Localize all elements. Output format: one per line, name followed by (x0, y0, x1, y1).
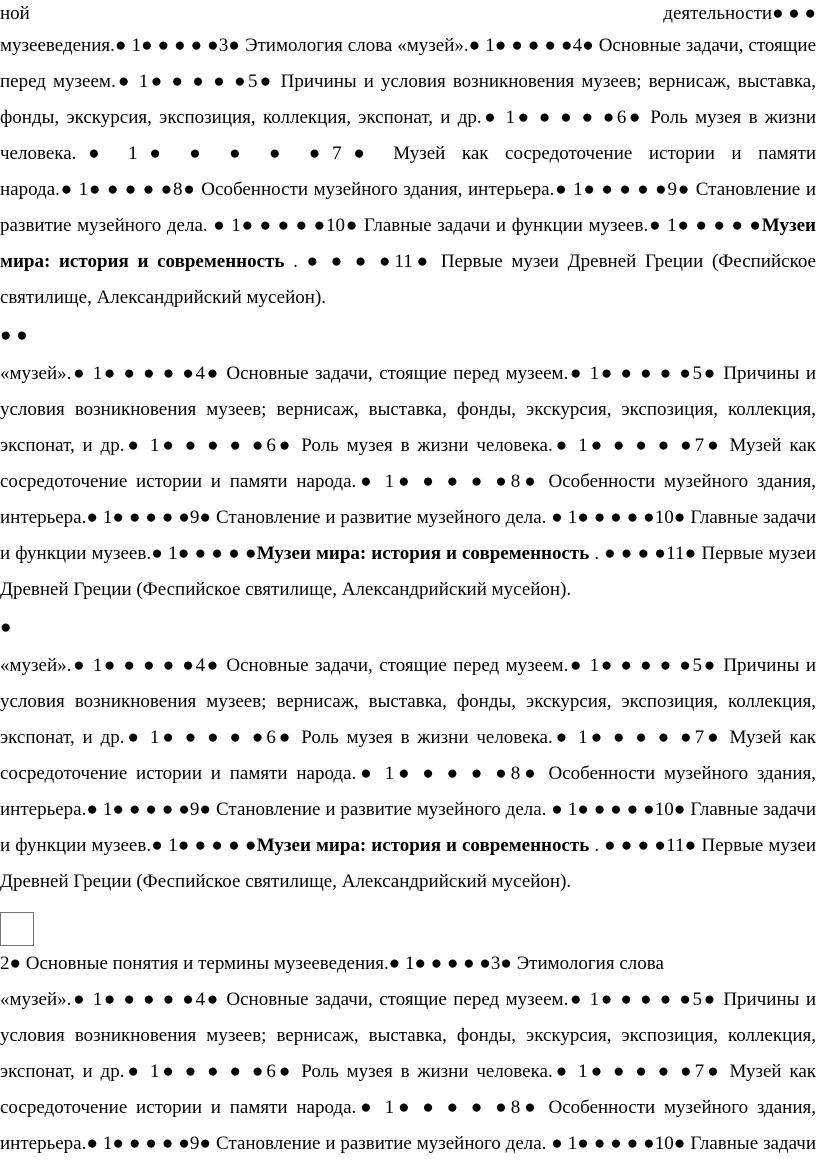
line-text: . ● ● ● ●11● Первые музеи Древней Греции (Феспийское (284, 251, 816, 272)
empty-box (0, 912, 34, 946)
line-text: развитие музейного дела. ● 1● ● ● ● ●10● Главные задачи и функции музеев.● 1● ● ● ● ● (0, 215, 762, 236)
paragraph-line: экспонат, и др.● 1● ● ● ● ●6● Роль музея в жизни человека.● 1● ● ● ● ●7● Музей как (0, 435, 816, 456)
paragraph-line: условия возникновения музеев; вернисаж, выставка, фонды, экскурсия, экспозиция, коллекция, (0, 399, 816, 420)
line-text: и функции музеев.● 1● ● ● ● ● (0, 835, 257, 856)
bold-heading: Музеи мира: история и современность (256, 835, 590, 856)
paragraph-line: Древней Греции (Феспийское святилище, Александрийский мусейон). (0, 579, 572, 600)
paragraph-line: «музей».● 1● ● ● ● ●4● Основные задачи, стоящие перед музеем.● 1● ● ● ● ●5● Причины и (0, 363, 816, 384)
paragraph-line: фонды, экскурсия, экспозиция, коллекция, экспонат, и др.● 1● ● ● ● ●6● Роль музея в жизни (0, 107, 816, 128)
paragraph-line: 2● Основные понятия и термины музееведения.● 1● ● ● ● ●3● Этимология слова (0, 953, 664, 974)
header-right-text: деятельности● ● ● (663, 3, 816, 24)
paragraph-line (0, 536, 816, 572)
paragraph-line: интерьера.● 1● ● ● ● ●9● Становление и развитие музейного дела. ● 1● ● ● ● ●10● Главные задачи (0, 1133, 816, 1154)
bullet-separator: ● ● (0, 325, 28, 346)
paragraph-line: «музей».● 1● ● ● ● ●4● Основные задачи, стоящие перед музеем.● 1● ● ● ● ●5● Причины и (0, 989, 816, 1010)
paragraph-line: условия возникновения музеев; вернисаж, выставка, фонды, экскурсия, экспозиция, коллекция, (0, 691, 816, 712)
bold-heading-part: Музеи (761, 215, 816, 236)
line-text: и функции музеев.● 1● ● ● ● ● (0, 543, 257, 564)
paragraph-line: музееведения.● 1● ● ● ● ●3● Этимология слова «музей».● 1● ● ● ● ●4● Основные задачи, стоящие (0, 35, 816, 56)
paragraph-line (0, 828, 816, 864)
paragraph-line: «музей».● 1● ● ● ● ●4● Основные задачи, стоящие перед музеем.● 1● ● ● ● ●5● Причины и (0, 655, 816, 676)
bullet-separator: ● (0, 617, 12, 638)
paragraph-line: экспонат, и др.● 1● ● ● ● ●6● Роль музея в жизни человека.● 1● ● ● ● ●7● Музей как (0, 727, 816, 748)
header-left-text: ной (0, 3, 30, 24)
paragraph-line: Древней Греции (Феспийское святилище, Александрийский мусейон). (0, 871, 572, 892)
paragraph-line: святилище, Александрийский мусейон). (0, 287, 327, 308)
paragraph-line: интерьера.● 1● ● ● ● ●9● Становление и развитие музейного дела. ● 1● ● ● ● ●10● Главные задачи (0, 799, 816, 820)
paragraph-line (0, 244, 816, 280)
line-text: . ● ● ● ●11● Первые музеи (589, 835, 816, 856)
paragraph-line (0, 208, 816, 244)
paragraph-line: сосредоточение истории и памяти народа.● 1● ● ● ● ●8● Особенности музейного здания, (0, 763, 816, 784)
paragraph-line: интерьера.● 1● ● ● ● ●9● Становление и развитие музейного дела. ● 1● ● ● ● ●10● Главные задачи (0, 507, 816, 528)
bold-heading-part: мира: история и современность (0, 251, 285, 272)
paragraph-line: условия возникновения музеев; вернисаж, выставка, фонды, экскурсия, экспозиция, коллекция, (0, 1025, 816, 1046)
paragraph-line: сосредоточение истории и памяти народа.● 1● ● ● ● ●8● Особенности музейного здания, (0, 471, 816, 492)
line-text: . ● ● ● ●11● Первые музеи (589, 543, 816, 564)
paragraph-line: народа.● 1● ● ● ● ●8● Особенности музейного здания, интерьера.● 1● ● ● ● ●9● Становление и (0, 179, 816, 200)
paragraph-line: сосредоточение истории и памяти народа.● 1● ● ● ● ●8● Особенности музейного здания, (0, 1097, 816, 1118)
paragraph-line: перед музеем.● 1● ● ● ● ●5● Причины и условия возникновения музеев; вернисаж, выставка, (0, 71, 816, 92)
paragraph-line: экспонат, и др.● 1● ● ● ● ●6● Роль музея в жизни человека.● 1● ● ● ● ●7● Музей как (0, 1061, 816, 1082)
bold-heading: Музеи мира: история и современность (256, 543, 590, 564)
paragraph-line: человека.● 1● ● ● ● ●7● Музей как сосредоточение истории и памяти (0, 143, 816, 164)
